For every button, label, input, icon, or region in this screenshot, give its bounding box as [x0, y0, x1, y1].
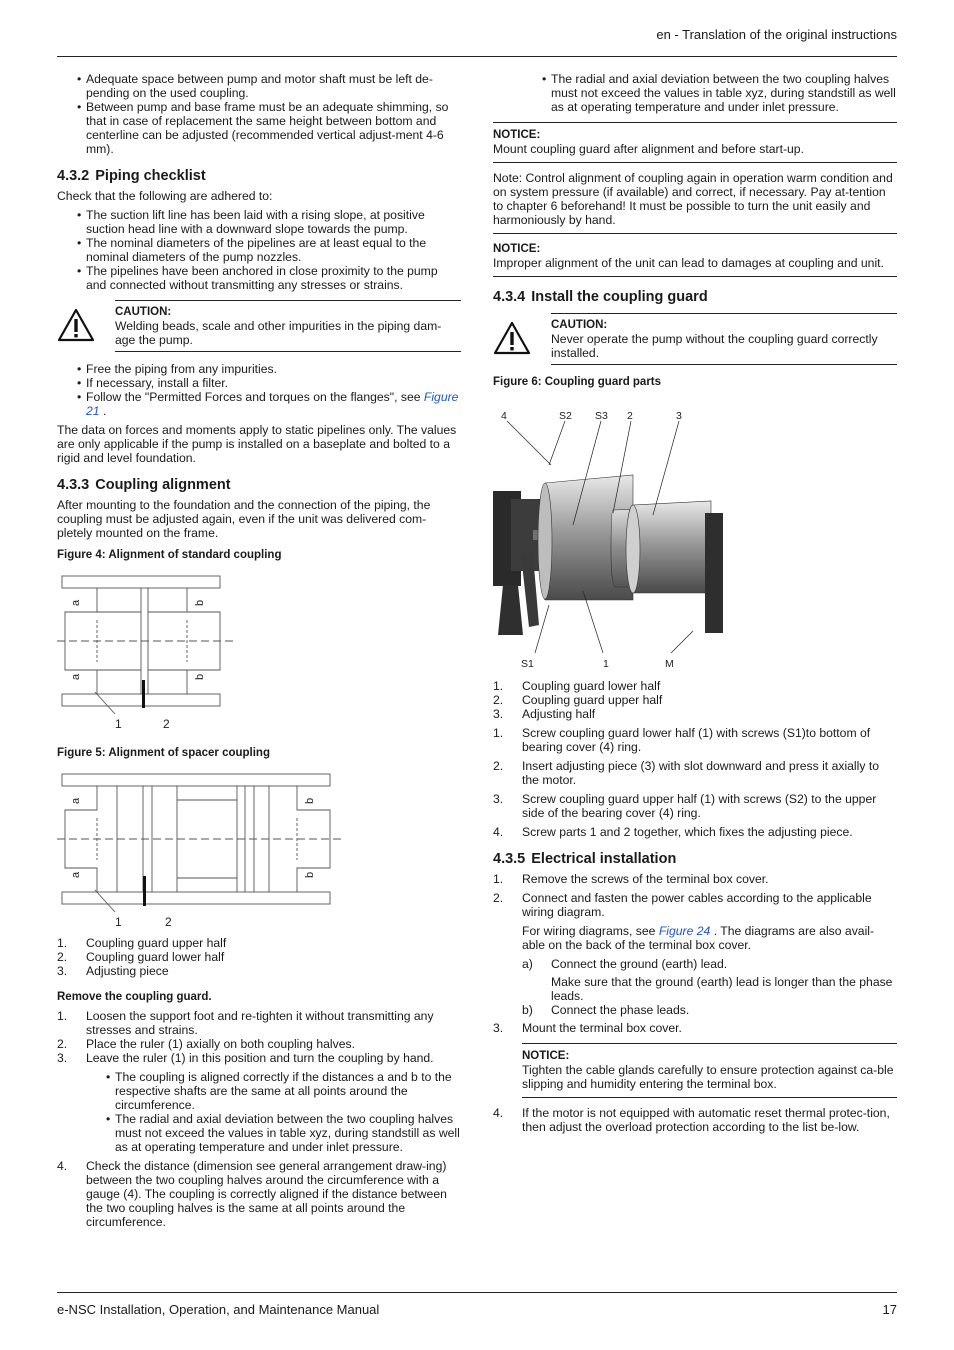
figure-21-link[interactable]: Figure 21 [86, 390, 459, 418]
figure-4-standard-coupling-drawing [57, 568, 247, 738]
notice-text: Improper alignment of the unit can lead to damages at coupling and unit. [493, 256, 884, 270]
paragraph: After mounting to the foundation and the connection of the piping, the coupling must be adjusted again, even if the unit was delivered com-pletely mounted on the frame. [57, 498, 431, 540]
list-item: • The pipelines have been anchored in close proximity to the pump and connected without transmitting any stresses or strains. [57, 264, 461, 292]
fig5-label-a-top: a [70, 797, 82, 804]
notice-text: Tighten the cable glands carefully to ensure protection against ca-ble slipping and humidity entering the terminal box. [522, 1063, 894, 1091]
caution-text: Welding beads, scale and other impurities in the piping dam-age the pump. [115, 319, 442, 347]
list-item: 4. If the motor is not equipped with automatic reset thermal protec-tion, then adjust the overload protection according to the list be-low. [493, 1106, 890, 1134]
top-bullet [493, 72, 897, 114]
list-item: 3. Leave the ruler (1) in this position and turn the coupling by hand. [57, 1051, 434, 1065]
list-item: 3. Mount the terminal box cover. [493, 1021, 682, 1035]
list-item: • The suction lift line has been laid with a rising slope, at positive suction head line with a downward slope towards the pump. [57, 208, 461, 236]
list-item: 2. Insert adjusting piece (3) with slot downward and press it axially to the motor. [493, 759, 879, 787]
list-item: 4. Screw parts 1 and 2 together, which fixes the adjusting piece. [493, 825, 853, 839]
fig6-label-1: 1 [603, 658, 609, 670]
fig5-label-b-top: b [304, 797, 316, 804]
caution-box [57, 300, 461, 352]
header-text: en - Translation of the original instructions [656, 27, 897, 42]
fig5-label-a-bottom: a [70, 871, 82, 878]
list-item: • The coupling is aligned correctly if the distances a and b to the respective shafts are the same at all points around the circumference. [57, 1070, 461, 1112]
note-box [493, 171, 897, 234]
list-item: • Free the piping from any impurities. [57, 362, 461, 376]
section-heading-4-3-5: 4.3.5 Electrical installation [493, 851, 677, 867]
caution-box [493, 313, 897, 365]
list-item: 2. Coupling guard lower half [57, 950, 225, 964]
fig4-label-1: 1 [115, 717, 122, 731]
page-header [57, 28, 897, 57]
section-heading-4-3-4: 4.3.4 Install the coupling guard [493, 289, 708, 305]
list-item: 2. Connect and fasten the power cables according to the applicable wiring diagram. [493, 891, 872, 919]
sub-step-a: a) Connect the ground (earth) lead. [522, 957, 728, 971]
list-item: • The radial and axial deviation between the two coupling halves must not exceed the values in table xyz, during standstill as well as at operating temperature and under inlet pressure. [493, 72, 897, 114]
notice-title: NOTICE: [522, 1050, 570, 1062]
electrical-step4 [493, 1106, 897, 1134]
section-heading-4-3-2: 4.3.2 Piping checklist [57, 168, 206, 184]
page-number: 17 [882, 1302, 897, 1317]
section-heading-4-3-3: 4.3.3 Coupling alignment [57, 477, 231, 493]
fig5-label-b-bottom: b [304, 871, 316, 878]
figure-5-caption: Figure 5: Alignment of spacer coupling [57, 747, 270, 759]
notice-box [493, 242, 897, 277]
figure-6-caption: Figure 6: Coupling guard parts [493, 376, 662, 388]
notice-title: NOTICE: [493, 129, 541, 141]
notice-title: NOTICE: [493, 243, 541, 255]
install-guard-steps [493, 726, 897, 839]
fig6-label-s1: S1 [521, 658, 534, 670]
figure-6-coupling-guard-image [493, 405, 723, 675]
caution-title: CAUTION: [551, 319, 608, 331]
list-item: • Between pump and base frame must be an adequate shimming, so that in case of replacement the same height between bottom and centerline can be adjusted (recommended vertical adjust-ment 4-6 mm). [57, 100, 461, 156]
caution-text: Never operate the pump without the coupling guard correctly installed. [551, 332, 878, 360]
paragraph: The data on forces and moments apply to static pipelines only. The values are only applicable if the pump is installed on a baseplate and bolted to a rigid and level foundation. [57, 423, 457, 465]
piping-bullets [57, 208, 461, 292]
page-footer [57, 1292, 897, 1317]
figure-6-legend [493, 679, 897, 721]
notice-box [522, 1043, 897, 1098]
list-item: 1. Coupling guard upper half [57, 936, 227, 950]
fig4-label-a-top: a [70, 599, 82, 606]
list-item: 2. Coupling guard upper half [493, 693, 663, 707]
sub-step-a-note: Make sure that the ground (earth) lead is longer than the phase leads. [551, 975, 893, 1003]
remove-guard-steps [57, 1009, 461, 1065]
list-item: 3. Adjusting piece [57, 964, 169, 978]
fig6-label-m: M [665, 658, 674, 670]
wiring-paragraph: For wiring diagrams, see Figure 24 . The diagrams are also avail-able on the back of the terminal box cover. [522, 924, 875, 952]
electrical-step3 [493, 1021, 897, 1035]
figure-5-spacer-coupling-drawing [57, 766, 347, 936]
paragraph: Check that the following are adhered to: [57, 189, 273, 203]
list-item: 4. Check the distance (dimension see general arrangement draw-ing) between the two coupling halves around the circumference with a gauge (4). The coupling is correctly aligned if the distance between the two coupling halves is the same at all points around the circumference. [57, 1159, 447, 1229]
fig6-label-s3: S3 [595, 410, 608, 422]
warning-triangle-icon [57, 308, 95, 342]
remove-guard-step4 [57, 1159, 461, 1229]
sub-step-b: b) Connect the phase leads. [522, 1003, 690, 1017]
fig6-label-4: 4 [501, 410, 507, 422]
figure-4-caption: Figure 4: Alignment of standard coupling [57, 549, 282, 561]
list-item: • Follow the "Permitted Forces and torques on the flanges", see Figure 21 . [57, 390, 461, 418]
fig5-label-1: 1 [115, 915, 122, 929]
list-item: 3. Screw coupling guard upper half (1) with screws (S2) to the upper side of the bearing cover (4) ring. [493, 792, 877, 820]
list-item: 2. Place the ruler (1) axially on both coupling halves. [57, 1037, 355, 1051]
figure-24-link[interactable]: Figure 24 [658, 924, 711, 938]
note-text: Note: Control alignment of coupling again in operation warm condition and on system pressure (if available) and correct, if necessary. Pay at-tention to chapter 6 beforehand! It must be possible to turn the unit easily and harmoniously by hand. [493, 171, 893, 227]
warning-triangle-icon [493, 321, 531, 355]
list-item: • The radial and axial deviation between the two coupling halves must not exceed the values in table xyz, during standstill as well as at operating temperature and under inlet pressure. [57, 1112, 461, 1154]
notice-text: Mount coupling guard after alignment and before start-up. [493, 142, 804, 156]
electrical-steps [493, 872, 897, 919]
caution-title: CAUTION: [115, 306, 172, 318]
list-item: • If necessary, install a filter. [57, 376, 461, 390]
fig6-label-3: 3 [676, 410, 682, 422]
figure-legend [57, 936, 461, 978]
left-column [57, 72, 461, 1234]
fig4-label-b-bottom: b [194, 673, 206, 680]
fig6-label-2: 2 [627, 410, 633, 422]
fig5-label-2: 2 [165, 915, 172, 929]
list-item: 1. Screw coupling guard lower half (1) with screws (S1)to bottom of bearing cover (4) ring. [493, 726, 871, 754]
list-item: 1. Coupling guard lower half [493, 679, 661, 693]
fig6-label-s2: S2 [559, 410, 572, 422]
list-item: 3. Adjusting half [493, 707, 596, 721]
notice-box [493, 122, 897, 163]
list-item: • Adequate space between pump and motor shaft must be left de-pending on the used coupling. [57, 72, 461, 100]
intro-bullets [57, 72, 461, 156]
fig4-label-b-top: b [194, 599, 206, 606]
list-item: • The nominal diameters of the pipelines are at least equal to the nominal diameters of the pump nozzles. [57, 236, 461, 264]
fig4-label-a-bottom: a [70, 673, 82, 680]
list-item: 1. Loosen the support foot and re-tighten it without transmitting any stresses and strains. [57, 1009, 434, 1037]
list-item: 1. Remove the screws of the terminal box cover. [493, 872, 769, 886]
remove-guard-title: Remove the coupling guard. [57, 991, 212, 1003]
step3-bullets [57, 1070, 461, 1154]
right-column [493, 72, 897, 1139]
fig4-label-2: 2 [163, 717, 170, 731]
footer-title: e-NSC Installation, Operation, and Maintenance Manual [57, 1302, 380, 1317]
impurities-bullets [57, 362, 461, 418]
